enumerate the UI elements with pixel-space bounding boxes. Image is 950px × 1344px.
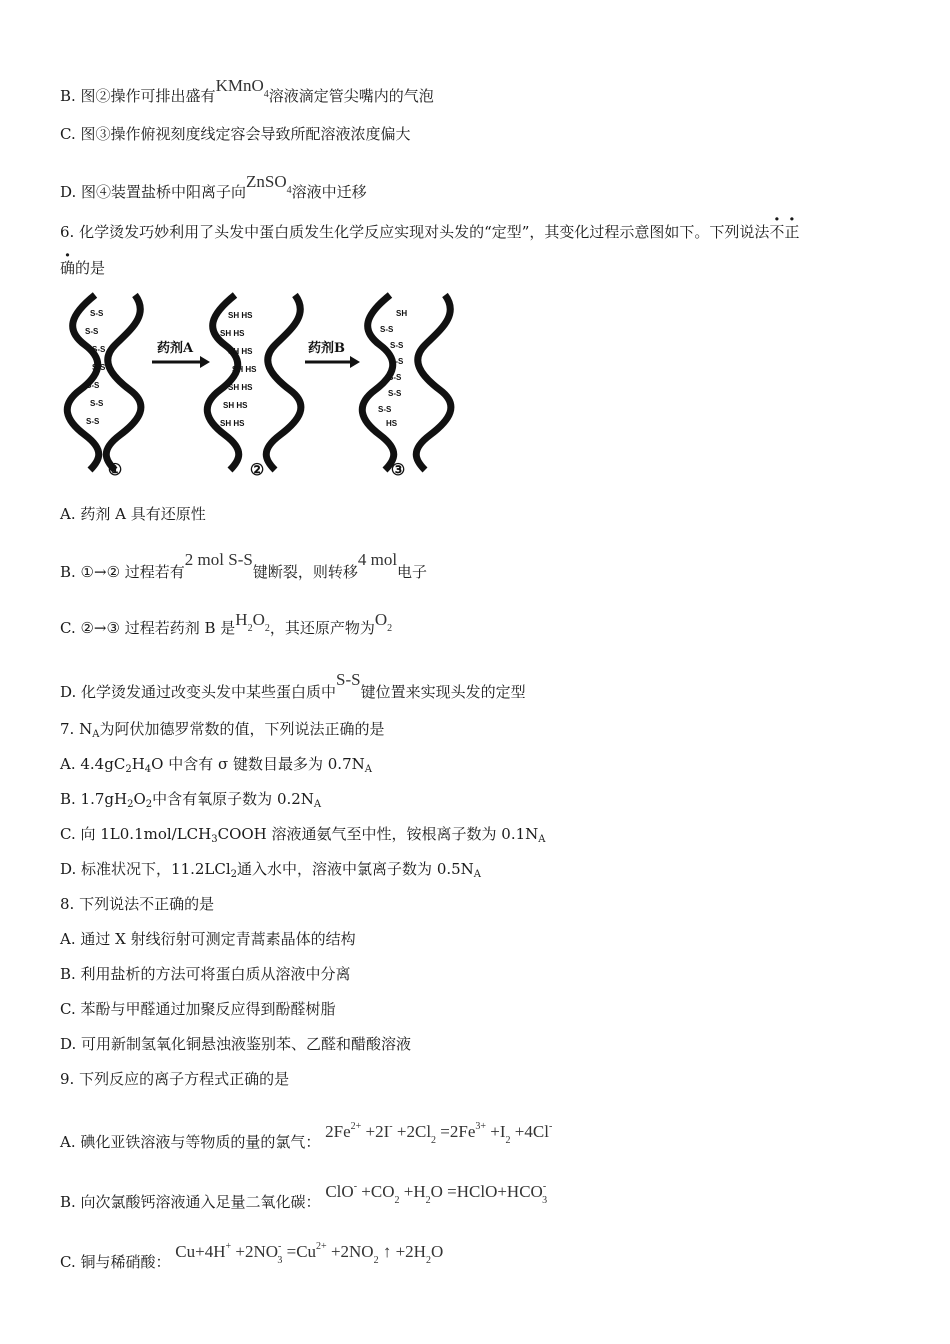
q7-option-a: A. $4.4gC_2H_4O$ 中含有 σ 键数目最多为 $0.7N_A$ (60, 755, 372, 775)
q9-option-b: B. 向次氯酸钙溶液通入足量二氧化碳： $ClO^- +CO_2 +H_2O$ $=HClO+HCO^-_3$ (60, 1177, 547, 1212)
svg-text:SH HS: SH HS (223, 401, 248, 410)
svg-text:S-S: S-S (378, 405, 392, 414)
q8-stem: 8. 下列说法不正确的是 (60, 895, 215, 913)
equation: $ClO^- +CO_2 +H_2O$ $=HClO+HCO^-_3$ (325, 1181, 548, 1206)
arrow-reagent-a (152, 340, 210, 368)
svg-text:HS: HS (386, 419, 398, 428)
q8-option-c: C. 苯酚与甲醛通过加聚反应得到酚醛树脂 (60, 1000, 336, 1018)
formula: ZnSO$_4$ (246, 172, 292, 196)
q6-stem-cont: 确的是 (60, 259, 106, 277)
svg-text:S-S: S-S (388, 389, 402, 398)
svg-text:S-S: S-S (380, 325, 394, 334)
q5-option-b: B. 图②操作可排出盛有KMnO$_4$溶液滴定管尖嘴内的气泡 (60, 76, 434, 105)
svg-text:SH HS: SH HS (228, 311, 253, 320)
helix-2 (207, 295, 301, 470)
figure-labels (108, 460, 405, 479)
helix-1 (67, 295, 141, 470)
q8-option-d: D. 可用新制氢氧化铜悬浊液鉴别苯、乙醛和醋酸溶液 (60, 1035, 412, 1053)
svg-text:①: ① (107, 460, 123, 479)
svg-text:药剂A: 药剂A (157, 341, 194, 356)
q6-option-b: B. ①→② 过程若有2 mol S-S键断裂，则转移4 mol电子 (60, 550, 428, 581)
svg-text:S-S: S-S (86, 417, 100, 426)
q6-option-c: C. ②→③ 过程若药剂 B 是$H_2O_2$，其还原产物为$O_2$ (60, 610, 393, 637)
svg-text:S-S: S-S (388, 373, 402, 382)
svg-text:S-S: S-S (92, 345, 106, 354)
svg-text:③: ③ (390, 460, 406, 479)
svg-text:SH HS: SH HS (220, 329, 245, 338)
arrow-reagent-b (305, 340, 360, 368)
svg-text:SH: SH (396, 309, 408, 318)
q9-option-a: A. 碘化亚铁溶液与等物质的量的氯气： $2Fe^{2+} +2I^- +2Cl_2 =2Fe^{3+} +I_2 +4Cl^-$ (60, 1117, 552, 1152)
svg-text:②: ② (249, 460, 265, 479)
helix-3 (362, 295, 451, 470)
svg-text:SH HS: SH HS (228, 383, 253, 392)
svg-text:S-S: S-S (86, 381, 100, 390)
q6-option-d: D. 化学烫发通过改变头发中某些蛋白质中S-S键位置来实现头发的定型 (60, 670, 526, 701)
q5-option-d: D. 图④装置盐桥中阳离子向ZnSO$_4$溶液中迁移 (60, 172, 367, 201)
svg-text:S-S: S-S (90, 309, 104, 318)
q7-option-c: C. 向 $1L0.1mol/LCH_3COOH$ 溶液通氨气至中性，铵根离子数为 $0.1N_A$ (60, 825, 546, 845)
q6-stem: 6. 化学烫发巧妙利用了头发中蛋白质发生化学反应实现对头发的“定型”，其变化过程示意图如下。下列说法不正 (60, 223, 800, 241)
svg-text:SH HS: SH HS (228, 347, 253, 356)
svg-text:S-S: S-S (390, 357, 404, 366)
q9-option-c: C. 铜与稀硝酸： $Cu+4H^+ +2NO^-_3 =Cu^{2+} +2NO_2$ ↑ $+2H_2O$ (60, 1237, 443, 1272)
svg-text:S-S: S-S (90, 399, 104, 408)
q6-option-a: A. 药剂 A 具有还原性 (60, 505, 206, 523)
hair-perm-figure (60, 290, 460, 485)
equation: $2Fe^{2+} +2I^- +2Cl_2 =2Fe^{3+} +I_2 +4Cl^-$ (325, 1121, 553, 1146)
svg-text:药剂B: 药剂B (308, 341, 345, 356)
svg-text:S-S: S-S (85, 327, 99, 336)
q7-option-b: B. $1.7gH_2O_2$中含有氧原子数为 $0.2N_A$ (60, 790, 322, 810)
formula: KMnO$_4$ (215, 76, 269, 100)
svg-text:SH HS: SH HS (220, 419, 245, 428)
equation: $Cu+4H^+ +2NO^-_3 =Cu^{2+} +2NO_2$ ↑ $+2H_2O$ (175, 1241, 444, 1266)
q7-stem: 7. $N_A$为阿伏加德罗常数的值，下列说法正确的是 (60, 720, 385, 740)
svg-text:S-S: S-S (92, 363, 106, 372)
q5-option-c: C. 图③操作俯视刻度线定容会导致所配溶液浓度偏大 (60, 125, 411, 143)
svg-text:S-S: S-S (390, 341, 404, 350)
q9-stem: 9. 下列反应的离子方程式正确的是 (60, 1070, 290, 1088)
q7-option-d: D. 标准状况下，11.2LCl$_2$通入水中，溶液中氯离子数为 $0.5N_A$ (60, 860, 482, 880)
q8-option-b: B. 利用盐析的方法可将蛋白质从溶液中分离 (60, 965, 351, 983)
svg-text:SH HS: SH HS (232, 365, 257, 374)
q8-option-a: A. 通过 X 射线衍射可测定青蒿素晶体的结构 (60, 930, 356, 948)
